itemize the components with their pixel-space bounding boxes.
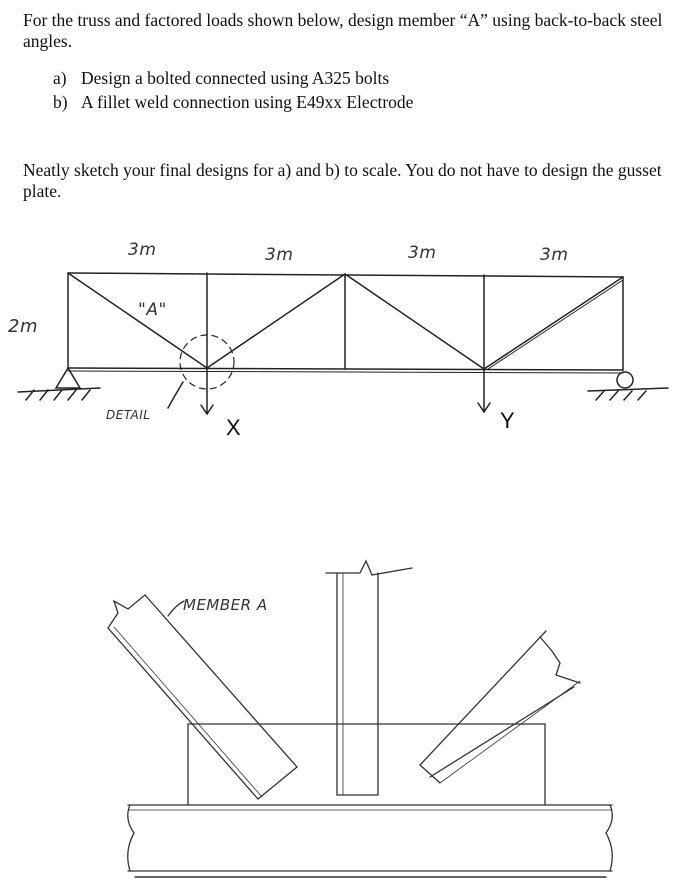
load-label-x: X (226, 415, 241, 440)
roller-support (617, 372, 633, 388)
member-a-edge-outer (108, 628, 258, 799)
span-label-2: 3m (265, 245, 294, 265)
member-a-label: "A" (138, 300, 167, 320)
part-b-text: A fillet weld connection using E49xx Electrode (81, 92, 414, 112)
detail-leader (168, 382, 183, 408)
chord-break-right (606, 805, 612, 871)
right-diagonal-break (540, 637, 580, 683)
connection-detail-sketch (0, 551, 693, 881)
span-label-4: 3m (540, 245, 569, 265)
member-a-detail-label: MEMBER A (183, 596, 268, 614)
right-diagonal-edge-outer (420, 631, 546, 765)
part-a-text: Design a bolted connected using A325 bolts (81, 68, 390, 88)
truss-sketch (0, 210, 693, 450)
load-label-y: Y (500, 408, 515, 433)
height-label: 2m (8, 316, 38, 337)
vertical-break (326, 561, 412, 575)
part-b-marker: b) (53, 92, 68, 112)
chord-break-left (128, 805, 134, 871)
detail-label: DETAIL (106, 408, 151, 422)
problem-intro: For the truss and factored loads shown below, design member “A” using back-to-back steel angles. (23, 10, 663, 51)
member-a-break (108, 595, 145, 628)
member-a-edge-inner (145, 595, 297, 767)
part-a-marker: a) (53, 68, 67, 88)
instructions: Neatly sketch your final designs for a) and b) to scale. You do not have to design the gusset plate. (23, 160, 662, 201)
span-label-1: 3m (128, 240, 157, 260)
span-label-3: 3m (408, 243, 437, 263)
member-a-diagonal (68, 273, 207, 368)
